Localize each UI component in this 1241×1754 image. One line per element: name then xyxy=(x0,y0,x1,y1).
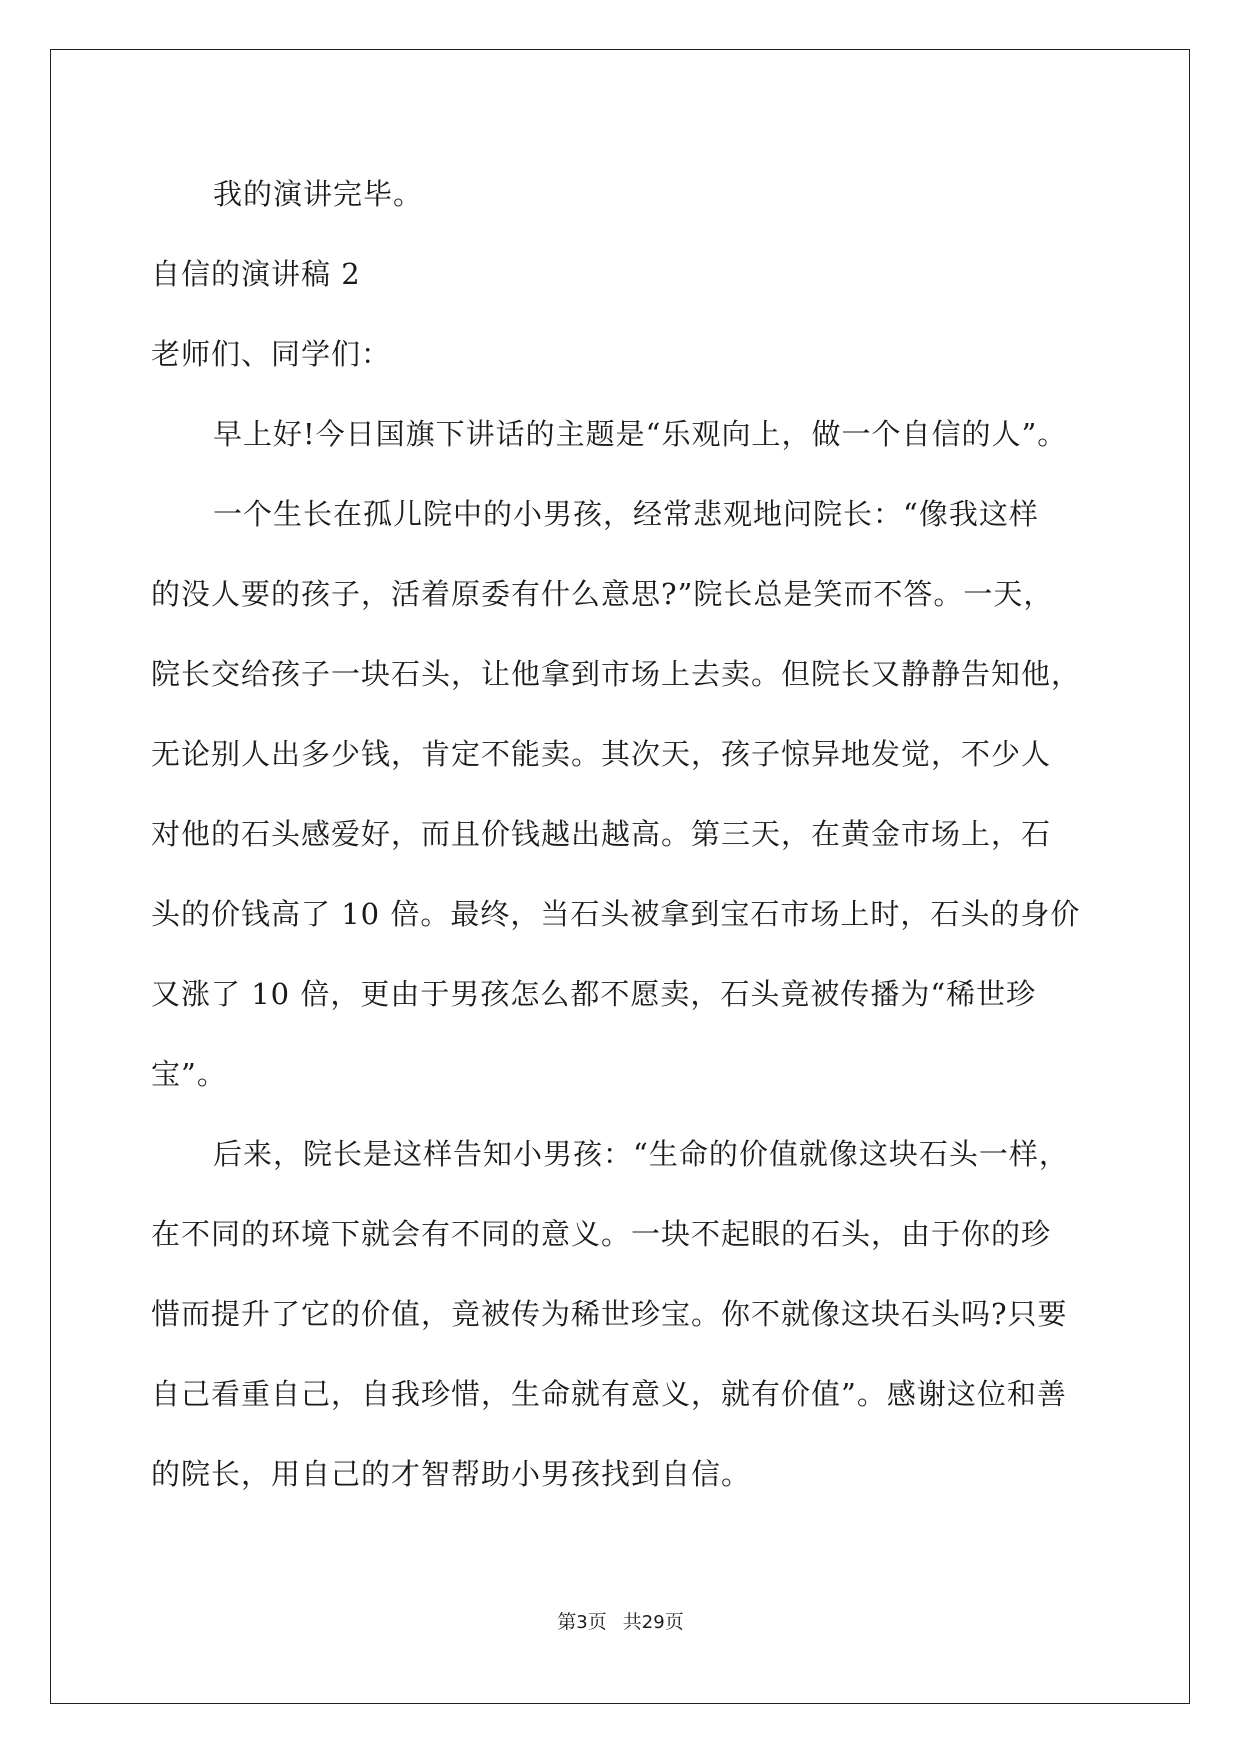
paragraph-line: 后来，院长是这样告知小男孩：“生命的价值就像这块石头一样， xyxy=(213,1137,1069,1171)
footer-total-prefix: 共 xyxy=(622,1611,642,1633)
footer-page-unit: 页 xyxy=(587,1611,607,1633)
paragraph-line: 惜而提升了它的价值，竟被传为稀世珍宝。你不就像这块石头吗?只要 xyxy=(151,1297,1068,1331)
paragraph-line: 的院长，用自己的才智帮助小男孩找到自信。 xyxy=(151,1457,752,1491)
paragraph-line: 对他的石头感爱好，而且价钱越出越高。第三天，在黄金市场上，石 xyxy=(151,817,1052,851)
section-heading: 自信的演讲稿 2 xyxy=(151,257,361,291)
page-footer xyxy=(0,1609,1241,1636)
footer-page-number: 3 xyxy=(576,1612,588,1633)
footer-total-pages: 29 xyxy=(641,1612,665,1633)
footer-page-prefix: 第 xyxy=(557,1611,577,1633)
paragraph-line: 早上好!今日国旗下讲话的主题是“乐观向上，做一个自信的人”。 xyxy=(213,417,1068,451)
paragraph-line: 无论别人出多少钱，肯定不能卖。其次天，孩子惊异地发觉，不少人 xyxy=(151,737,1052,771)
paragraph-line: 在不同的环境下就会有不同的意义。一块不起眼的石头，由于你的珍 xyxy=(151,1217,1052,1251)
footer-total-unit: 页 xyxy=(664,1611,684,1633)
paragraph-line: 又涨了 10 倍，更由于男孩怎么都不愿卖，石头竟被传播为“稀世珍 xyxy=(151,977,1037,1011)
paragraph-line: 自己看重自己，自我珍惜，生命就有意义，就有价值”。感谢这位和善 xyxy=(151,1377,1067,1411)
paragraph-line: 头的价钱高了 10 倍。最终，当石头被拿到宝石市场上时，石头的身价 xyxy=(151,897,1081,931)
salutation: 老师们、同学们： xyxy=(151,337,392,371)
paragraph-line: 院长交给孩子一块石头，让他拿到市场上去卖。但院长又静静告知他， xyxy=(151,657,1082,691)
paragraph-line: 一个生长在孤儿院中的小男孩，经常悲观地问院长：“像我这样 xyxy=(213,497,1039,531)
paragraph-line: 的没人要的孩子，活着原委有什么意思?”院长总是笑而不答。一天， xyxy=(151,577,1054,611)
paragraph-line: 宝”。 xyxy=(151,1057,227,1091)
closing-line: 我的演讲完毕。 xyxy=(213,177,424,211)
